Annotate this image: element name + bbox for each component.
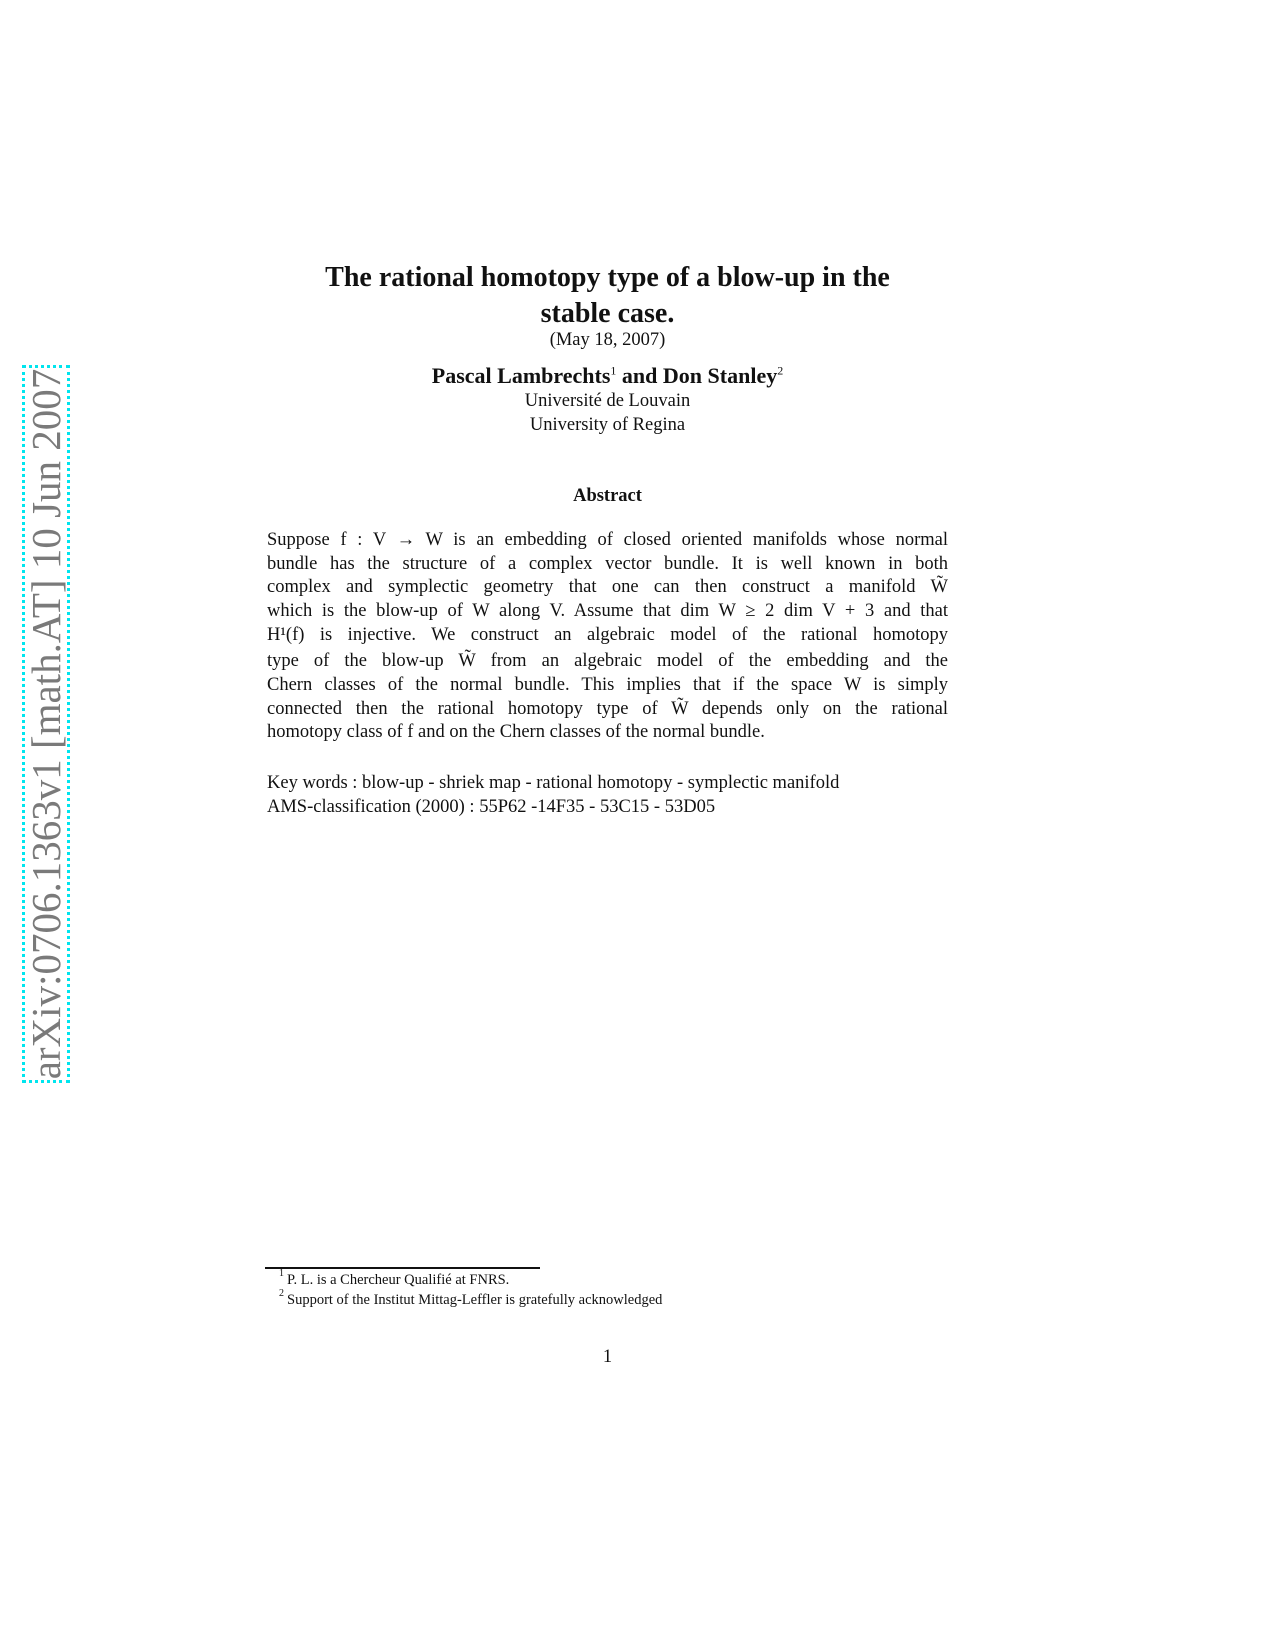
page-number: 1 (602, 1347, 613, 1367)
arxiv-id: arXiv:0706.1363v1 [math.AT] 10 Jun 2007 (23, 368, 69, 1080)
footnote-rule (265, 1267, 540, 1269)
footnote-1 (279, 1268, 510, 1289)
keywords: Key words : blow-up - shriek map - rational homotopy - symplectic manifold (267, 773, 840, 793)
abstract-line: H¹(f) is injective. We construct an algebraic model of the rational homotopy (267, 625, 948, 645)
abstract-line: homotopy class of f and on the Chern classes of the normal bundle. (267, 722, 765, 742)
footnote-text: Support of the Institut Mittag-Leffler is gratefully acknowledged (287, 1292, 663, 1308)
abstract-heading: Abstract (573, 486, 642, 506)
author-2-mark: 2 (777, 363, 784, 378)
affiliation-1: Université de Louvain (524, 391, 691, 411)
title-line-1: The rational homotopy type of a blow-up in the (325, 262, 890, 293)
affiliation-2: University of Regina (529, 415, 686, 435)
date: (May 18, 2007) (549, 330, 666, 350)
footnote-mark: 1 (279, 1268, 284, 1279)
author-2: Don Stanley (662, 363, 778, 388)
abstract-line: connected then the rational homotopy type of W̃ depends only on the rational (267, 699, 948, 719)
title-line-2: stable case. (540, 298, 675, 329)
abstract-line: which is the blow-up of W along V. Assume that dim W ≥ 2 dim V + 3 and that (267, 601, 948, 621)
authors (0, 363, 1215, 389)
abstract-line: Chern classes of the normal bundle. This implies that if the space W is simply (267, 675, 948, 695)
abstract-line: Suppose f : V → W is an embedding of closed oriented manifolds whose normal (267, 530, 948, 550)
footnote-text: P. L. is a Chercheur Qualifié at FNRS. (287, 1272, 510, 1288)
footnote-mark: 2 (279, 1288, 284, 1299)
arxiv-stamp (22, 365, 70, 1083)
abstract-line: bundle has the structure of a complex vector bundle. It is well known in both (267, 554, 948, 574)
author-1-mark: 1 (610, 363, 617, 378)
footnote-2 (279, 1288, 663, 1309)
abstract-line: type of the blow-up W̃ from an algebraic model of the embedding and the (267, 651, 948, 671)
author-1: Pascal Lambrechts (431, 363, 611, 388)
ams-classification: AMS-classification (2000) : 55P62 -14F35 - 53C15 - 53D05 (267, 797, 716, 817)
and: and (616, 363, 663, 388)
abstract-line: complex and symplectic geometry that one can then construct a manifold W̃ (267, 577, 948, 597)
